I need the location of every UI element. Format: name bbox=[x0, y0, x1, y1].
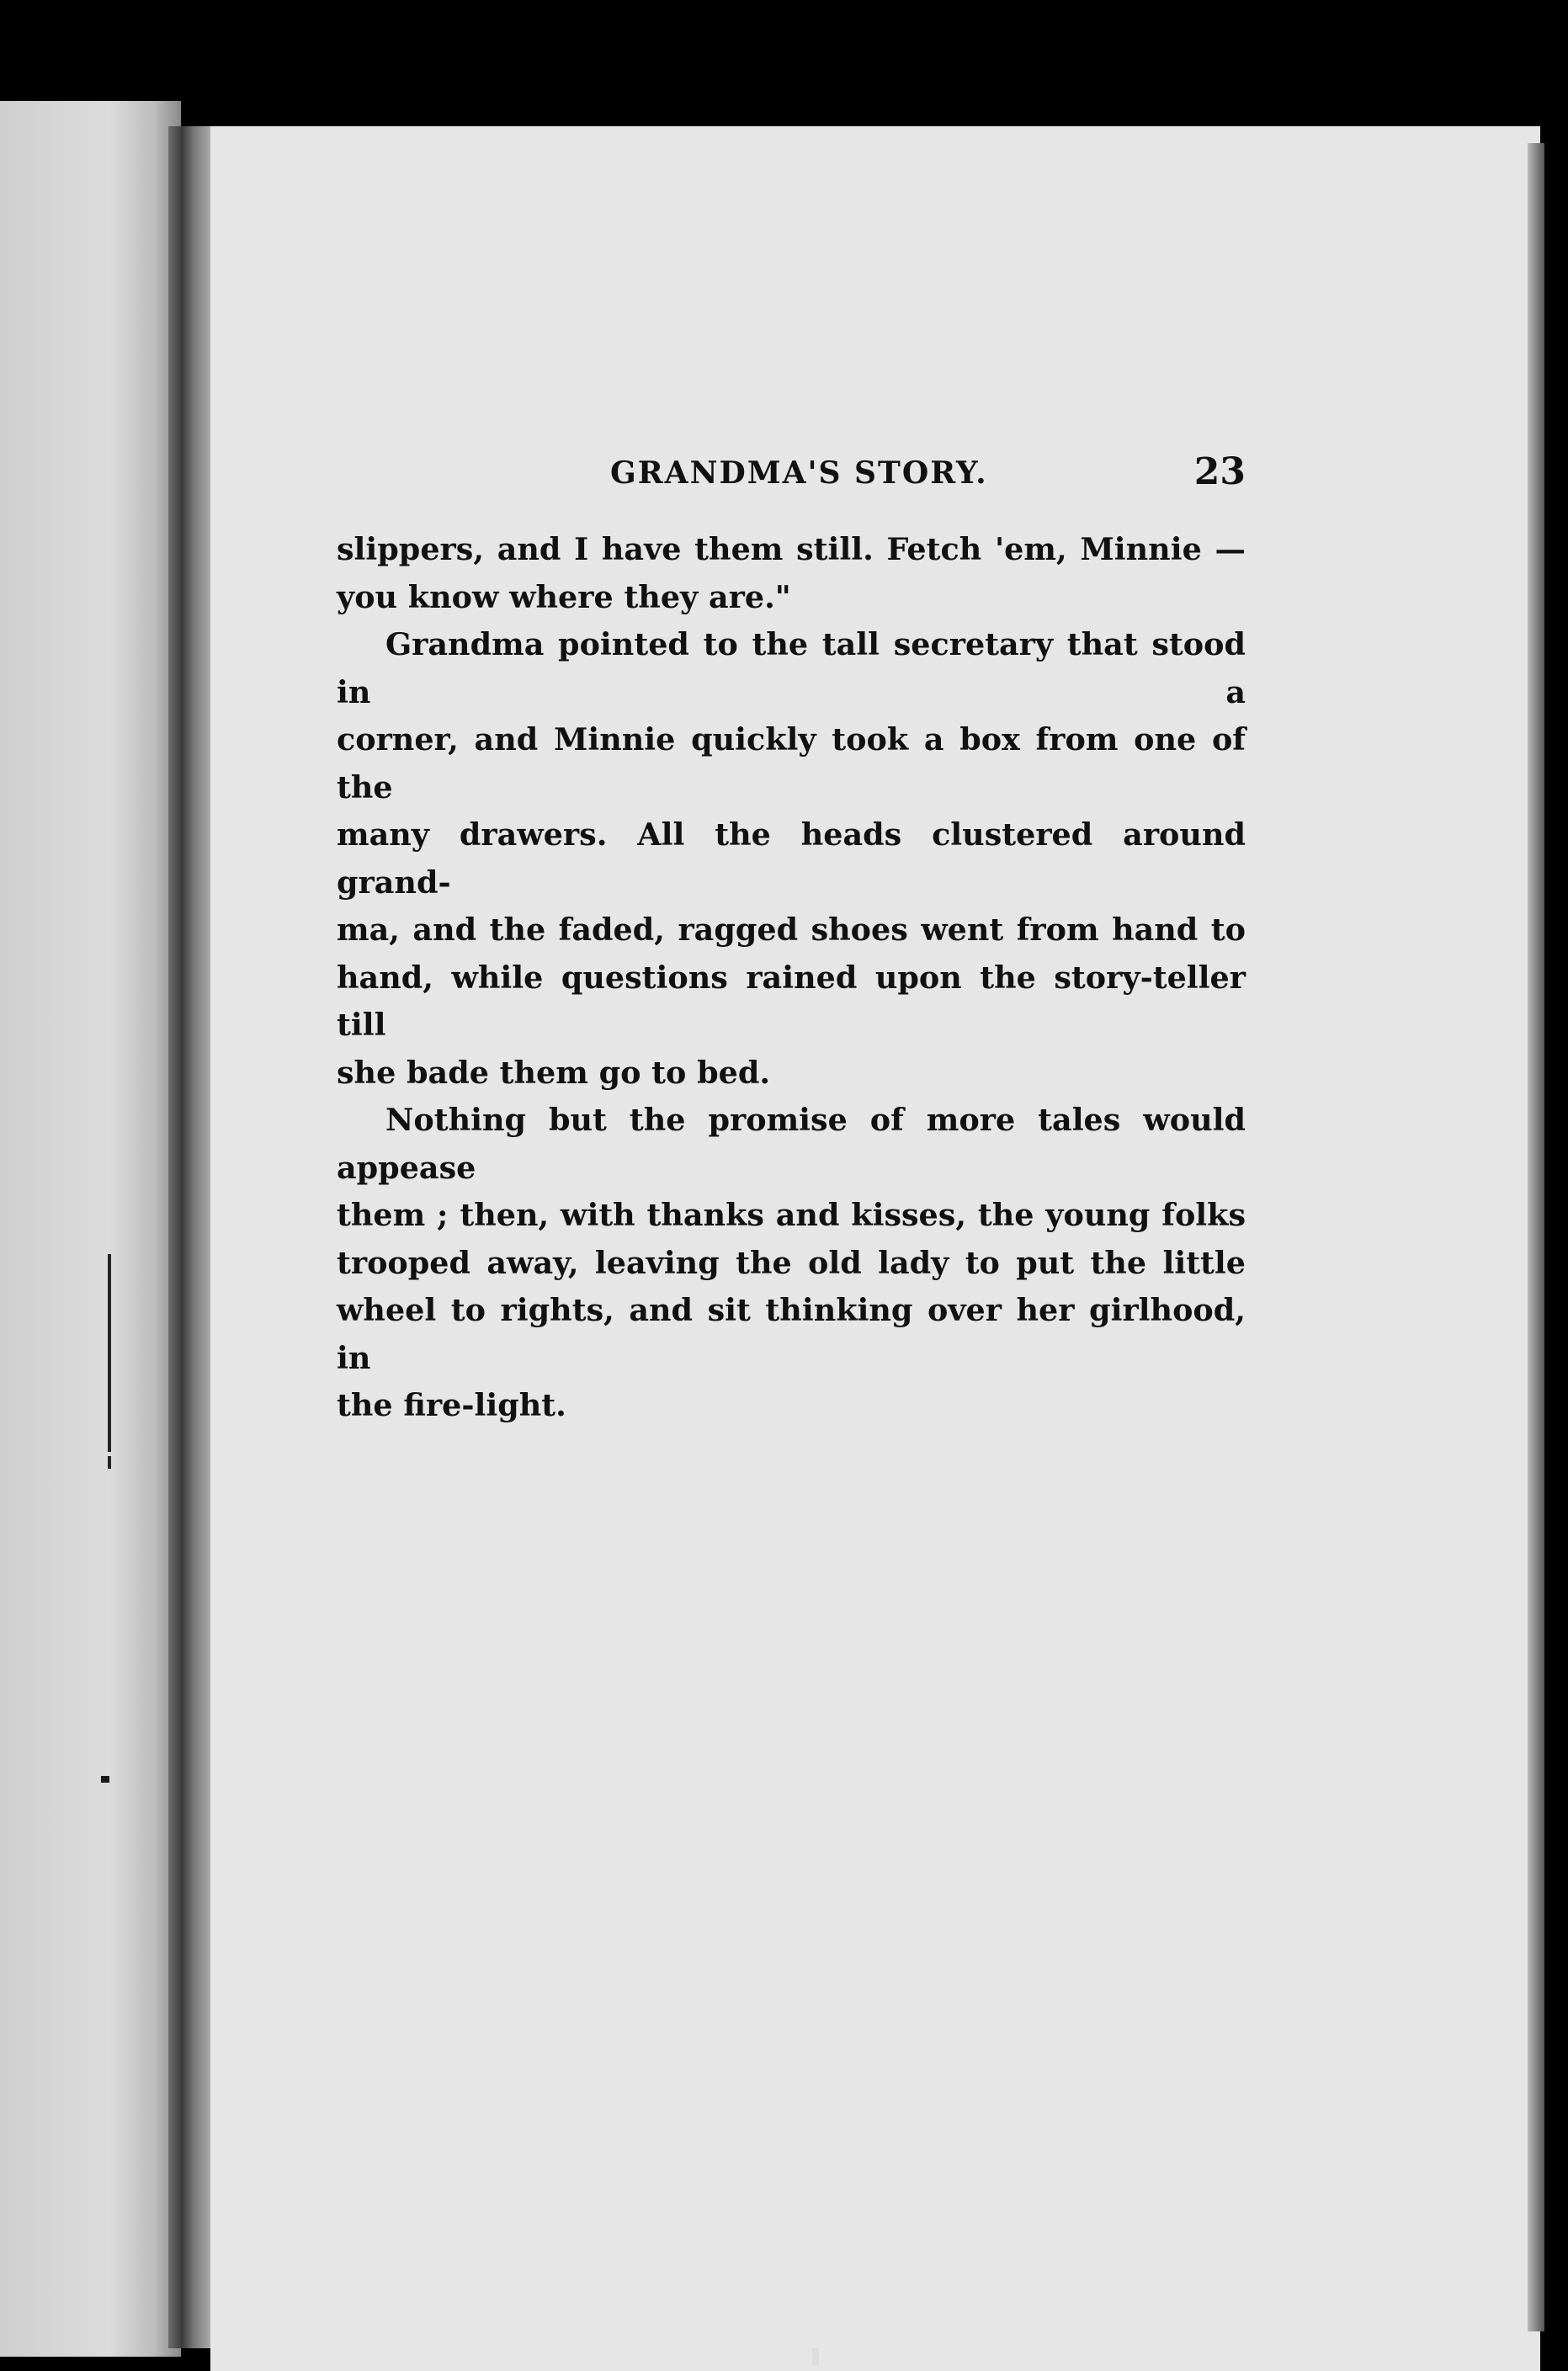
text-line: she bade them go to bed. bbox=[337, 1054, 771, 1091]
text-line: trooped away, leaving the old lady to put the little bbox=[337, 1244, 1246, 1281]
adjacent-page-edge bbox=[0, 101, 181, 2357]
text-line: them ; then, with thanks and kisses, the young folks bbox=[337, 1197, 1246, 1233]
scan-speck bbox=[101, 1776, 109, 1783]
fold-mark bbox=[108, 1456, 111, 1469]
paragraph bbox=[337, 621, 1246, 1097]
text-line: corner, and Minnie quickly took a box from one of the bbox=[337, 721, 1246, 805]
paragraph bbox=[337, 1097, 1246, 1430]
page-number: 23 bbox=[1193, 450, 1246, 493]
text-line: wheel to rights, and sit thinking over her girlhood, in bbox=[337, 1292, 1246, 1376]
page-header bbox=[337, 450, 1246, 501]
page-right-edge bbox=[1528, 143, 1544, 2331]
text-line: Grandma pointed to the tall secretary that stood in a bbox=[337, 626, 1246, 710]
text-line: slippers, and I have them still. Fetch 'em, Minnie — bbox=[337, 531, 1246, 567]
text-line: many drawers. All the heads clustered around grand- bbox=[337, 816, 1246, 901]
text-line: the fire-light. bbox=[337, 1387, 566, 1423]
fold-mark bbox=[108, 1254, 111, 1452]
text-line: ma, and the faded, ragged shoes went from hand to bbox=[337, 912, 1246, 948]
paragraph bbox=[337, 526, 1246, 621]
text-line: you know where they are." bbox=[337, 578, 791, 615]
body-text bbox=[337, 526, 1246, 1430]
scan-speck bbox=[812, 2348, 819, 2365]
running-title: GRANDMA'S STORY. bbox=[610, 455, 988, 491]
text-line: Nothing but the promise of more tales would appease bbox=[337, 1102, 1246, 1186]
book-gutter-shadow bbox=[168, 126, 215, 2348]
text-line: hand, while questions rained upon the story-teller till bbox=[337, 959, 1246, 1043]
